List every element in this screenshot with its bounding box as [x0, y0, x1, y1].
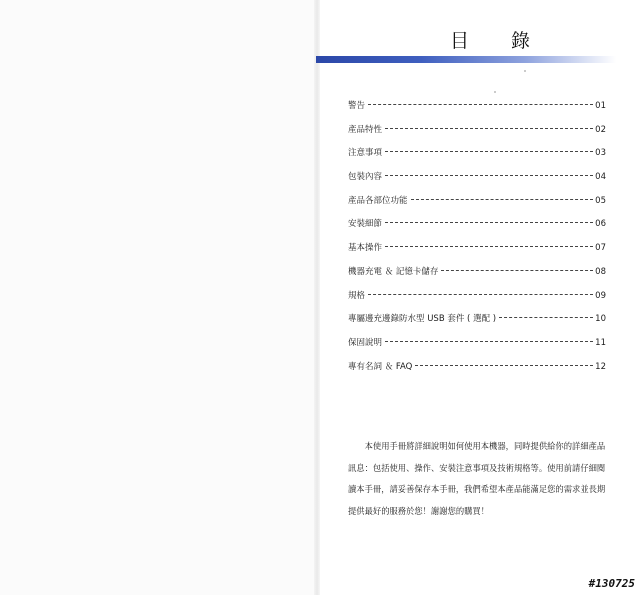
toc-entry-label: 安裝細節 — [348, 219, 383, 230]
toc-entry-label: 警告 — [348, 101, 366, 111]
toc-entry-label: 基本操作 — [348, 243, 383, 254]
toc-entry-page: 08 — [595, 266, 606, 277]
print-speck — [494, 91, 496, 93]
toc-entry[interactable] — [348, 100, 606, 124]
toc-entry[interactable] — [348, 195, 606, 219]
toc-entry-page: 03 — [595, 148, 606, 159]
toc-entry-page: 05 — [595, 195, 606, 206]
toc-entry[interactable] — [348, 242, 606, 266]
toc-list — [348, 100, 606, 384]
toc-entry[interactable] — [348, 290, 606, 314]
page-title: 目 錄 — [450, 30, 549, 52]
toc-dot-leader — [385, 174, 593, 176]
toc-entry-label: 專屬邊充邊錄防水型 USB 套件 ( 選配 ) — [348, 314, 497, 325]
toc-entry[interactable] — [348, 147, 606, 171]
toc-dot-leader — [385, 150, 593, 152]
toc-dot-leader — [385, 221, 593, 223]
toc-entry-page: 04 — [595, 172, 606, 183]
toc-entry-page: 09 — [595, 290, 606, 301]
toc-entry-label: 規格 — [348, 290, 366, 301]
toc-dot-leader — [385, 245, 593, 247]
toc-entry[interactable] — [348, 218, 606, 242]
toc-dot-leader — [411, 198, 594, 200]
toc-dot-leader — [368, 293, 593, 295]
toc-entry[interactable] — [348, 361, 606, 385]
left-blank-page — [0, 0, 318, 595]
document-id-stamp: #130725 — [588, 577, 635, 590]
title-underline-band — [316, 56, 616, 63]
toc-entry-page: 02 — [595, 124, 606, 135]
toc-dot-leader — [499, 316, 593, 318]
toc-entry-page: 01 — [595, 101, 606, 111]
toc-dot-leader — [415, 364, 593, 366]
toc-dot-leader — [385, 340, 593, 342]
print-speck — [524, 70, 526, 72]
toc-entry-label: 包裝內容 — [348, 172, 383, 183]
toc-entry-label: 產品各部位功能 — [348, 195, 408, 206]
intro-paragraph: 本使用手冊將詳細說明如何使用本機器，同時提供給你的詳細產品訊息：包括使用、操作、安裝注意事項及技術規格等。使用前請仔細閱讀本手冊，請妥善保存本手冊，我們希望本產品能滿足您的需求並長期提供最好的服務於您！謝謝您的購買！ — [348, 441, 606, 516]
toc-entry-page: 06 — [595, 219, 606, 230]
toc-entry-page: 10 — [595, 314, 606, 325]
toc-entry-page: 07 — [595, 243, 606, 254]
toc-entry-page: 11 — [595, 337, 606, 348]
toc-entry[interactable] — [348, 266, 606, 290]
toc-entry-label: 產品特性 — [348, 124, 383, 135]
toc-entry-page: 12 — [595, 361, 606, 372]
toc-dot-leader — [368, 103, 593, 105]
toc-dot-leader — [441, 269, 593, 271]
toc-entry[interactable] — [348, 171, 606, 195]
toc-entry[interactable] — [348, 124, 606, 148]
toc-entry-label: 注意事項 — [348, 148, 383, 159]
toc-entry-label: 機器充電 ＆ 記憶卡儲存 — [348, 266, 439, 277]
toc-entry-label: 專有名詞 ＆ FAQ — [348, 361, 413, 372]
toc-dot-leader — [385, 127, 593, 129]
toc-entry[interactable] — [348, 313, 606, 337]
toc-entry[interactable] — [348, 337, 606, 361]
toc-entry-label: 保固說明 — [348, 337, 383, 348]
